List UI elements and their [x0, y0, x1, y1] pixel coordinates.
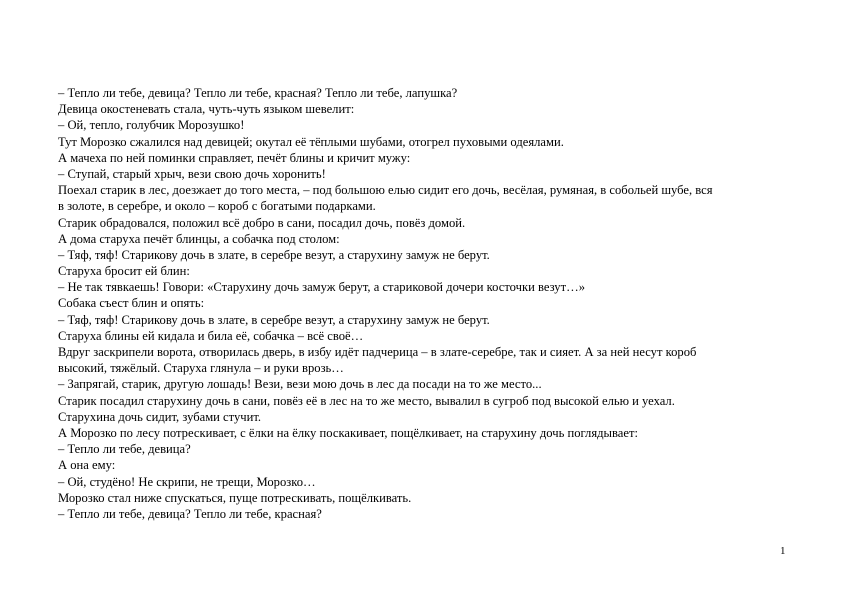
text-line: Старик посадил старухину дочь в сани, повёз её в лес на то же место, вывалил в сугроб под высокой елью и уехал. — [58, 393, 675, 408]
text-line: – Ступай, старый хрыч, вези свою дочь хоронить! — [58, 166, 326, 181]
text-line: – Тепло ли тебе, девица? Тепло ли тебе, красная? — [58, 506, 322, 521]
text-line: А она ему: — [58, 458, 116, 473]
text-line: – Ой, тепло, голубчик Морозушко! — [58, 118, 245, 133]
text-line: Старухина дочь сидит, зубами стучит. — [58, 409, 262, 424]
text-line: Поехал старик в лес, доезжает до того места, – под большою елью сидит его дочь, весёлая, румяная, в собольей шубе, вся — [58, 183, 713, 198]
text-line: – Ой, студёно! Не скрипи, не трещи, Морозко… — [58, 474, 316, 489]
text-line: – Запрягай, старик, другую лошадь! Вези, вези мою дочь в лес да посади на то же место... — [58, 377, 542, 392]
text-line: А Морозко по лесу потрескивает, с ёлки на ёлку поскакивает, пощёлкивает, на старухину дочь поглядывает: — [58, 425, 638, 440]
page-number: 1 — [780, 545, 786, 557]
text-line: высокий, тяжёлый. Старуха глянула – и руки врозь… — [58, 361, 344, 376]
text-line: Тут Морозко сжалился над девицей; окутал её тёплыми шубами, отогрел пуховыми одеялами. — [58, 134, 564, 149]
text-line: Вдруг заскрипели ворота, отворилась дверь, в избу идёт падчерица – в злате-серебре, так и сияет. А за ней несут короб — [58, 345, 697, 359]
text-line: Старуха бросит ей блин: — [58, 264, 190, 279]
text-line: Старуха блины ей кидала и била её, собачка – всё своё… — [58, 328, 364, 343]
text-line: в золоте, в серебре, и около – короб с богатыми подарками. — [58, 199, 376, 214]
text-line: А мачеха по ней поминки справляет, печёт блины и кричит мужу: — [58, 150, 411, 165]
text-line: Собака съест блин и опять: — [58, 296, 205, 311]
text-line: Девица окостеневать стала, чуть-чуть языком шевелит: — [58, 102, 355, 117]
text-line: – Тепло ли тебе, девица? Тепло ли тебе, красная? Тепло ли тебе, лапушка? — [58, 86, 458, 100]
text-line: Старик обрадовался, положил всё добро в сани, посадил дочь, повёз домой. — [58, 215, 466, 230]
text-line: Морозко стал ниже спускаться, пуще потрескивать, пощёлкивать. — [58, 490, 412, 505]
text-line: – Не так тявкаешь! Говори: «Старухину дочь замуж берут, а стариковой дочери косточки везут…» — [58, 280, 585, 295]
text-line: – Тяф, тяф! Старикову дочь в злате, в серебре везут, а старухину замуж не берут. — [58, 312, 490, 327]
text-line: А дома старуха печёт блинцы, а собачка под столом: — [58, 231, 340, 246]
text-line: – Тяф, тяф! Старикову дочь в злате, в серебре везут, а старухину замуж не берут. — [58, 247, 490, 262]
text-line: – Тепло ли тебе, девица? — [58, 442, 191, 457]
story-text — [58, 85, 788, 522]
